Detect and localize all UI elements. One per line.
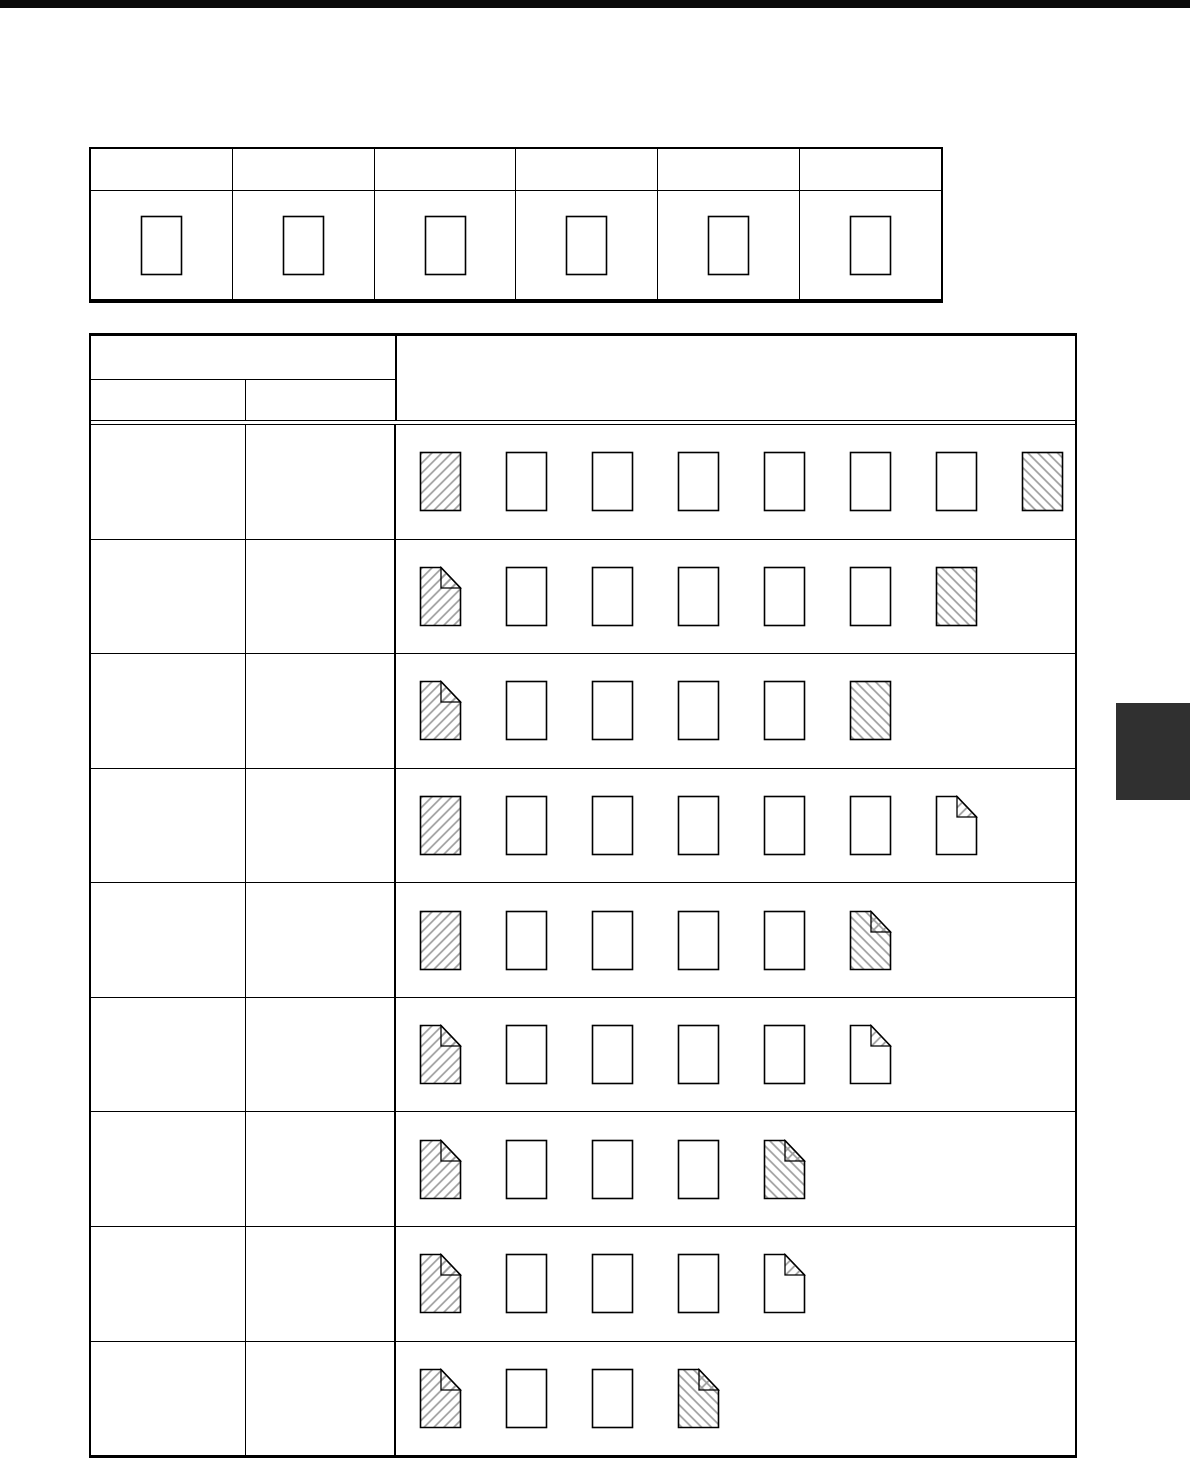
blank-page-icon [140, 215, 183, 276]
paper-table-icon-cell [516, 191, 658, 299]
blank-page-icon [591, 1139, 634, 1200]
blank-page-icon [677, 795, 720, 856]
table-row [91, 1112, 1075, 1227]
hatched-page-icon-backward [935, 566, 978, 627]
copy-output-table [89, 333, 1077, 1458]
blank-page-icon [763, 680, 806, 741]
icon-sequence-cell [396, 883, 1075, 997]
blank-page-icon [677, 566, 720, 627]
paper-table-icon-cell [233, 191, 375, 299]
paper-orientation-table-icon-row [91, 191, 941, 299]
blank-page-icon [591, 910, 634, 971]
icon-sequence-cell [396, 1112, 1075, 1226]
blank-page-icon [505, 566, 548, 627]
blank-page-icon [505, 1253, 548, 1314]
blank-page-icon [707, 215, 750, 276]
paper-table-header-cell [800, 149, 941, 190]
table-row [91, 883, 1075, 998]
table-row [91, 998, 1075, 1113]
table-row [91, 769, 1075, 884]
icon-sequence-cell [396, 1342, 1075, 1456]
header-sub-right-cell [246, 380, 395, 420]
header-left-section [91, 336, 397, 420]
table-row [91, 1342, 1075, 1456]
blank-page-icon [849, 795, 892, 856]
blank-page-icon-folded-corner [763, 1253, 806, 1314]
blank-page-icon [591, 1253, 634, 1314]
table-row [91, 654, 1075, 769]
blank-page-icon [763, 451, 806, 512]
hatched-page-icon-forward [419, 795, 462, 856]
hatched-page-icon-forward-folded-corner [419, 680, 462, 741]
blank-page-icon [935, 451, 978, 512]
paper-table-icon-cell [658, 191, 800, 299]
blank-page-icon [763, 910, 806, 971]
hatched-page-icon-backward-folded-corner [677, 1368, 720, 1429]
hatched-page-icon-backward-folded-corner [677, 1368, 720, 1429]
blank-page-icon [677, 1253, 720, 1314]
blank-page-icon [282, 215, 325, 276]
hatched-page-icon-forward-folded-corner [419, 1368, 462, 1429]
spec-cell-left [91, 654, 246, 768]
blank-page-icon [591, 1368, 634, 1429]
header-right-cell [397, 336, 1075, 420]
blank-page-icon [591, 1368, 634, 1429]
blank-page-icon [677, 910, 720, 971]
blank-page-icon [505, 1024, 548, 1085]
paper-table-header-cell [91, 149, 233, 190]
paper-orientation-table [89, 147, 943, 303]
hatched-page-icon-backward [1021, 451, 1064, 512]
blank-page-icon [282, 215, 325, 276]
blank-page-icon [591, 795, 634, 856]
blank-page-icon [677, 1253, 720, 1314]
blank-page-icon [505, 451, 548, 512]
hatched-page-icon-backward [849, 680, 892, 741]
spec-cell-left [91, 1342, 246, 1456]
spec-cell-left [91, 769, 246, 883]
blank-page-icon [505, 795, 548, 856]
header-sub-left-cell [91, 380, 246, 420]
hatched-page-icon-forward-folded-corner [419, 1024, 462, 1085]
blank-page-icon-folded-corner [935, 795, 978, 856]
blank-page-icon [849, 566, 892, 627]
hatched-page-icon-backward [849, 680, 892, 741]
top-rule-bar [0, 0, 1190, 8]
blank-page-icon [565, 215, 608, 276]
blank-page-icon [849, 215, 892, 276]
hatched-page-icon-forward [419, 910, 462, 971]
blank-page-icon [849, 215, 892, 276]
hatched-page-icon-backward-folded-corner [849, 910, 892, 971]
paper-orientation-table-header-row [91, 149, 941, 191]
blank-page-icon [505, 910, 548, 971]
spec-cell-mid [246, 1342, 396, 1456]
spec-cell-left [91, 883, 246, 997]
blank-page-icon [849, 451, 892, 512]
blank-page-icon [677, 680, 720, 741]
table-row [91, 1227, 1075, 1342]
table-row [91, 540, 1075, 655]
header-group-cell [91, 336, 395, 380]
hatched-page-icon-backward [1021, 451, 1064, 512]
blank-page-icon [707, 215, 750, 276]
blank-page-icon [677, 910, 720, 971]
blank-page-icon [505, 680, 548, 741]
blank-page-icon [763, 1024, 806, 1085]
blank-page-icon [591, 451, 634, 512]
hatched-page-icon-forward [419, 451, 462, 512]
hatched-page-icon-forward-folded-corner [419, 1253, 462, 1314]
copy-output-table-header [91, 336, 1075, 420]
blank-page-icon [677, 795, 720, 856]
paper-table-icon-cell [800, 191, 941, 299]
copy-output-table-body [91, 425, 1075, 1455]
spec-cell-mid [246, 883, 396, 997]
paper-table-header-cell [375, 149, 517, 190]
section-tab [1116, 703, 1190, 800]
blank-page-icon [763, 451, 806, 512]
blank-page-icon-folded-corner [849, 1024, 892, 1085]
table-row [91, 425, 1075, 540]
blank-page-icon [677, 451, 720, 512]
spec-cell-mid [246, 769, 396, 883]
blank-page-icon [763, 795, 806, 856]
hatched-page-icon-forward-folded-corner [419, 1368, 462, 1429]
paper-table-header-cell [516, 149, 658, 190]
hatched-page-icon-forward [419, 795, 462, 856]
spec-cell-mid [246, 1227, 396, 1341]
blank-page-icon [591, 910, 634, 971]
blank-page-icon [505, 1368, 548, 1429]
blank-page-icon [677, 1024, 720, 1085]
blank-page-icon [677, 1139, 720, 1200]
paper-table-icon-cell [91, 191, 233, 299]
spec-cell-mid [246, 998, 396, 1112]
blank-page-icon [677, 680, 720, 741]
blank-page-icon-folded-corner [849, 1024, 892, 1085]
blank-page-icon [677, 1024, 720, 1085]
icon-sequence-cell [396, 654, 1075, 768]
icon-sequence-cell [396, 769, 1075, 883]
blank-page-icon [591, 451, 634, 512]
hatched-page-icon-forward [419, 451, 462, 512]
blank-page-icon [763, 680, 806, 741]
blank-page-icon [763, 910, 806, 971]
blank-page-icon [849, 451, 892, 512]
blank-page-icon [505, 1253, 548, 1314]
blank-page-icon [591, 1024, 634, 1085]
blank-page-icon [505, 451, 548, 512]
blank-page-icon [849, 795, 892, 856]
blank-page-icon [505, 1139, 548, 1200]
paper-table-icon-cell [375, 191, 517, 299]
hatched-page-icon-forward-folded-corner [419, 566, 462, 627]
icon-sequence-cell [396, 540, 1075, 654]
paper-table-header-cell [658, 149, 800, 190]
blank-page-icon [505, 795, 548, 856]
blank-page-icon [763, 566, 806, 627]
blank-page-icon [677, 566, 720, 627]
blank-page-icon [591, 680, 634, 741]
spec-cell-left [91, 425, 246, 539]
blank-page-icon [677, 451, 720, 512]
hatched-page-icon-forward-folded-corner [419, 1253, 462, 1314]
blank-page-icon [505, 1024, 548, 1085]
hatched-page-icon-forward [419, 910, 462, 971]
blank-page-icon [424, 215, 467, 276]
spec-cell-left [91, 1112, 246, 1226]
hatched-page-icon-forward-folded-corner [419, 1139, 462, 1200]
icon-sequence-cell [396, 425, 1075, 539]
blank-page-icon [591, 566, 634, 627]
spec-cell-left [91, 540, 246, 654]
blank-page-icon [424, 215, 467, 276]
spec-cell-mid [246, 540, 396, 654]
hatched-page-icon-forward-folded-corner [419, 1139, 462, 1200]
spec-cell-mid [246, 425, 396, 539]
hatched-page-icon-backward-folded-corner [763, 1139, 806, 1200]
blank-page-icon [591, 1024, 634, 1085]
icon-sequence-cell [396, 998, 1075, 1112]
blank-page-icon [763, 566, 806, 627]
hatched-page-icon-forward-folded-corner [419, 680, 462, 741]
blank-page-icon [763, 795, 806, 856]
blank-page-icon [505, 1368, 548, 1429]
blank-page-icon [591, 680, 634, 741]
hatched-page-icon-forward-folded-corner [419, 1024, 462, 1085]
blank-page-icon [505, 910, 548, 971]
blank-page-icon [763, 1024, 806, 1085]
blank-page-icon-folded-corner [935, 795, 978, 856]
blank-page-icon [849, 566, 892, 627]
blank-page-icon [591, 795, 634, 856]
spec-cell-left [91, 1227, 246, 1341]
spec-cell-left [91, 998, 246, 1112]
hatched-page-icon-backward-folded-corner [763, 1139, 806, 1200]
blank-page-icon [565, 215, 608, 276]
blank-page-icon [591, 1253, 634, 1314]
hatched-page-icon-forward-folded-corner [419, 566, 462, 627]
paper-table-header-cell [233, 149, 375, 190]
blank-page-icon [935, 451, 978, 512]
hatched-page-icon-backward-folded-corner [849, 910, 892, 971]
icon-sequence-cell [396, 1227, 1075, 1341]
blank-page-icon-folded-corner [763, 1253, 806, 1314]
blank-page-icon [505, 1139, 548, 1200]
blank-page-icon [505, 566, 548, 627]
blank-page-icon [140, 215, 183, 276]
blank-page-icon [591, 566, 634, 627]
blank-page-icon [591, 1139, 634, 1200]
header-sub-row [91, 380, 395, 420]
hatched-page-icon-backward [935, 566, 978, 627]
blank-page-icon [677, 1139, 720, 1200]
spec-cell-mid [246, 654, 396, 768]
spec-cell-mid [246, 1112, 396, 1226]
blank-page-icon [505, 680, 548, 741]
